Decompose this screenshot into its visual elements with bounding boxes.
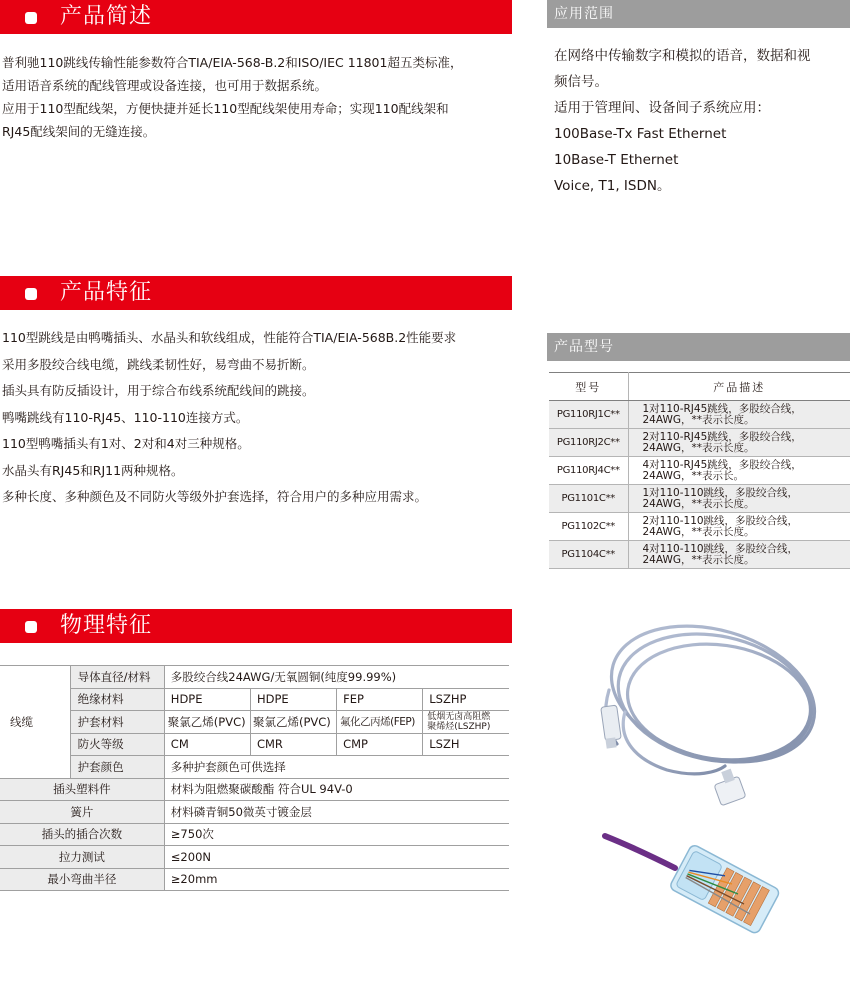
- table-row: [549, 401, 850, 429]
- table-cell: CM: [164, 733, 250, 756]
- table-row: [0, 688, 509, 711]
- model-number: PG1104C**: [549, 541, 628, 569]
- table-row: [0, 711, 509, 734]
- table-cell: CMP: [337, 733, 423, 756]
- feature-item: 插头具有防反插设计，用于综合布线系统配线间的跳接。: [2, 383, 315, 398]
- row-label: 护套材料: [70, 711, 164, 734]
- table-cell: HDPE: [164, 688, 250, 711]
- description-line: 2对110-110跳线，多股绞合线，: [642, 515, 799, 527]
- model-number: PG110RJ1C**: [549, 401, 628, 429]
- description-line: 1对110-110跳线，多股绞合线，: [642, 487, 799, 499]
- description-line: 4对110-RJ45跳线，多股绞合线，: [642, 459, 802, 471]
- bend-value: ≥20mm: [164, 868, 509, 891]
- application-line: 10Base-T Ethernet: [554, 152, 679, 168]
- feature-item: 110型跳线是由鸭嘴插头、水晶头和软线组成，性能符合TIA/EIA-568B.2性能要求: [2, 330, 457, 345]
- table-row: [0, 823, 509, 846]
- table-row: [0, 778, 509, 801]
- features-list: [2, 325, 507, 511]
- table-cell: CMR: [250, 733, 336, 756]
- application-text: [554, 43, 850, 199]
- overview-text: [2, 51, 507, 143]
- row-label: 插头的插合次数: [0, 823, 164, 846]
- table-row: [549, 429, 850, 457]
- row-label: 最小弯曲半径: [0, 868, 164, 891]
- application-title: 应用范围: [554, 6, 614, 22]
- models-header-bar: [547, 333, 850, 361]
- description-column-header: 产品描述: [628, 373, 850, 401]
- model-column-header: 型号: [549, 373, 628, 401]
- description-line: 24AWG，**表示长度。: [642, 413, 755, 426]
- overview-line: RJ45配线架间的无缝连接。: [2, 124, 156, 139]
- model-number: PG1102C**: [549, 513, 628, 541]
- table-cell: HDPE: [250, 688, 336, 711]
- tensile-value: ≤200N: [164, 846, 509, 869]
- models-title: 产品型号: [554, 339, 614, 355]
- models-table-header-row: [549, 373, 850, 401]
- model-number: PG110RJ4C**: [549, 457, 628, 485]
- table-row: [0, 733, 509, 756]
- model-description: [628, 541, 850, 569]
- table-cell: [423, 711, 509, 734]
- model-number: PG110RJ2C**: [549, 429, 628, 457]
- table-cell: LSZHP: [423, 688, 509, 711]
- row-label: 拉力测试: [0, 846, 164, 869]
- rj45-connector-icon: [601, 705, 622, 749]
- row-label: 簧片: [0, 801, 164, 824]
- table-cell: LSZH: [423, 733, 509, 756]
- row-label: 导体直径/材料: [70, 666, 164, 689]
- 110-plug-image: [600, 828, 780, 948]
- description-line: 1对110-RJ45跳线，多股绞合线，: [642, 403, 802, 415]
- bullet-icon: [25, 288, 37, 300]
- jacket-color-value: 多种护套颜色可供选择: [164, 756, 509, 779]
- description-line: 4对110-110跳线，多股绞合线，: [642, 543, 799, 555]
- description-line: 24AWG，**表示长。: [642, 469, 744, 482]
- feature-item: 采用多股绞合线电缆，跳线柔韧性好，易弯曲不易折断。: [2, 356, 315, 372]
- table-cell: FEP: [337, 688, 423, 711]
- application-line: 适用于管理间、设备间子系统应用：: [554, 100, 770, 116]
- model-description: [628, 513, 850, 541]
- table-row: [549, 457, 850, 485]
- description-line: 24AWG，**表示长度。: [642, 553, 755, 566]
- overview-line: 适用语音系统的配线管理或设备连接，也可用于数据系统。: [2, 78, 328, 93]
- overview-line: 普利驰110跳线传输性能参数符合TIA/EIA-568-B.2和ISO/IEC 11801超五类标准，: [2, 55, 463, 70]
- conductor-value: 多股绞合线24AWG/无氧圆铜(纯度99.99%): [164, 666, 509, 689]
- application-line: 在网络中传输数字和模拟的语音，数据和视: [554, 48, 811, 64]
- physical-header-bar: [0, 609, 512, 643]
- description-line: 24AWG，**表示长度。: [642, 525, 755, 538]
- cable-group-label: 线缆: [0, 666, 70, 779]
- features-header-bar: [0, 276, 512, 310]
- mating-value: ≥750次: [164, 823, 509, 846]
- physical-title: 物理特征: [60, 613, 153, 638]
- feature-item: 110型鸭嘴插头有1对、2对和4对三种规格。: [2, 436, 250, 451]
- features-title: 产品特征: [60, 280, 153, 305]
- table-cell: 聚氯乙烯(PVC): [164, 711, 250, 734]
- table-row: [549, 485, 850, 513]
- table-row: [0, 868, 509, 891]
- patch-cord-image: [597, 620, 847, 820]
- cell-line: 低烟无卤高阻燃: [427, 711, 491, 722]
- row-label: 绝缘材料: [70, 688, 164, 711]
- table-row: [549, 541, 850, 569]
- models-table: [549, 372, 850, 569]
- application-header-bar: [547, 0, 850, 28]
- table-row: [0, 666, 509, 689]
- bullet-icon: [25, 621, 37, 633]
- overview-line: 应用于110型配线架，方便快捷并延长110型配线架使用寿命；实现110配线架和: [2, 101, 449, 116]
- application-line: Voice, T1, ISDN。: [554, 178, 671, 194]
- description-line: 2对110-RJ45跳线，多股绞合线，: [642, 431, 802, 443]
- table-row: [549, 513, 850, 541]
- model-description: [628, 429, 850, 457]
- feature-item: 鸭嘴跳线有110-RJ45、110-110连接方式。: [2, 409, 249, 425]
- application-line: 频信号。: [554, 74, 608, 90]
- 110-plug-icon: [714, 769, 746, 806]
- description-line: 24AWG，**表示长度。: [642, 441, 755, 454]
- feature-item: 水晶头有RJ45和RJ11两种规格。: [2, 462, 184, 478]
- feature-item: 多种长度、多种颜色及不同防火等级外护套选择，符合用户的多种应用需求。: [2, 489, 428, 504]
- table-row: [0, 756, 509, 779]
- application-line: 100Base-Tx Fast Ethernet: [554, 126, 727, 142]
- table-row: [0, 801, 509, 824]
- model-number: PG1101C**: [549, 485, 628, 513]
- row-label: 护套颜色: [70, 756, 164, 779]
- table-cell: 聚氯乙烯(PVC): [250, 711, 336, 734]
- overview-title: 产品简述: [60, 4, 153, 29]
- table-row: [0, 846, 509, 869]
- table-cell: 氟化乙丙烯(FEP): [337, 711, 423, 734]
- row-label: 防火等级: [70, 733, 164, 756]
- overview-header-bar: [0, 0, 512, 34]
- description-line: 24AWG，**表示长度。: [642, 497, 755, 510]
- bullet-icon: [25, 12, 37, 24]
- model-description: [628, 485, 850, 513]
- cell-line: 聚烯烃(LSZHP): [427, 721, 491, 732]
- row-label: 插头塑料件: [0, 778, 164, 801]
- model-description: [628, 401, 850, 429]
- model-description: [628, 457, 850, 485]
- plug-material-value: 材料为阻燃聚碳酸酯 符合UL 94V-0: [164, 778, 509, 801]
- reed-value: 材料磷青铜50微英寸镀金层: [164, 801, 509, 824]
- physical-table: [0, 665, 509, 891]
